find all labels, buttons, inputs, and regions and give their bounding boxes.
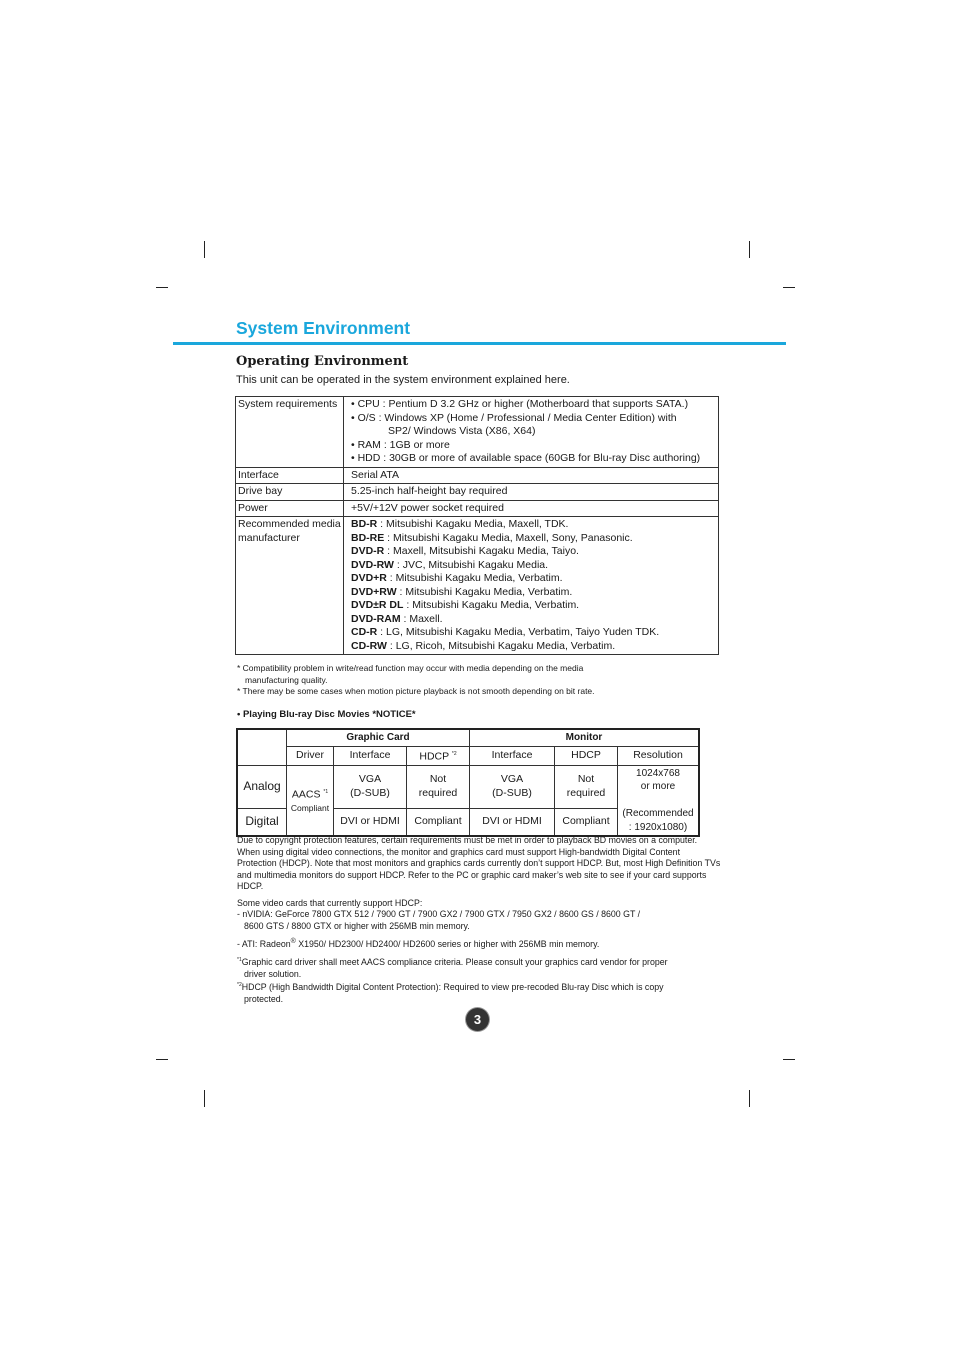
crop-mark (783, 1059, 795, 1060)
requirements-table (235, 396, 719, 655)
column-header: HDCP (555, 746, 618, 765)
row-label: Digital (237, 809, 287, 837)
table-cell: Compliant (555, 809, 618, 837)
media-line: CD-RW : LG, Ricoh, Mitsubishi Kagaku Media, Verbatim. (351, 639, 616, 652)
media-line: DVD-RW : JVC, Mitsubishi Kagaku Media. (351, 558, 549, 571)
table-row (237, 746, 699, 765)
table-row (236, 467, 719, 484)
empty-cell (237, 729, 287, 765)
column-header: HDCP $^{*2}$ (407, 746, 470, 765)
table-row (236, 517, 719, 655)
note-text: * There may be some cases when motion picture playback is not smooth depending on bit rate. (237, 686, 595, 696)
row-value (344, 517, 719, 655)
bd-heading: • Playing Blu-ray Disc Movies *NOTICE* (237, 709, 416, 720)
crop-mark (783, 287, 795, 288)
row-label: Analog (237, 765, 287, 809)
footnote: $^{*1}$Graphic card driver shall meet AACS compliance criteria. Please consult your graphics card vendor for proper (237, 957, 668, 968)
table-cell: VGA (D-SUB) (470, 765, 555, 809)
intro-text: This unit can be operated in the system environment explained here. (236, 374, 570, 386)
media-line: DVD-R : Maxell, Mitsubishi Kagaku Media, Taiyo. (351, 545, 579, 557)
table-cell: Not required (555, 765, 618, 809)
table-cell: Not required (407, 765, 470, 809)
crop-mark (156, 1059, 168, 1060)
media-line: BD-RE : Mitsubishi Kagaku Media, Maxell, Sony, Panasonic. (351, 531, 633, 544)
row-label: Recommended media manufacturer (236, 517, 344, 655)
column-header: Interface (334, 746, 407, 765)
media-line: DVD±R DL : Mitsubishi Kagaku Media, Verbatim. (351, 599, 580, 611)
column-header: Driver (287, 746, 334, 765)
table-cell: AACS $^{*1}$ Compliant (287, 765, 334, 836)
note-text: manufacturing quality. (245, 674, 328, 685)
bluray-table (236, 728, 700, 837)
column-group-header: Monitor (470, 729, 700, 746)
column-header: Interface (470, 746, 555, 765)
table-row (236, 500, 719, 517)
footnote: $^{*2}$HDCP (High Bandwidth Digital Content Protection): Required to view pre-recoded Blu-ray Disc which is copy (237, 982, 664, 993)
title-rule (173, 342, 786, 345)
table-cell: Compliant (407, 809, 470, 837)
media-line: DVD-RAM : Maxell. (351, 612, 443, 625)
list-item: 8600 GTS / 8800 GTX or higher with 256MB min memory. (244, 920, 470, 931)
crop-mark (204, 1090, 205, 1107)
row-value: +5V/+12V power socket required (344, 500, 719, 517)
requirement-line: • O/S : Windows XP (Home / Professional / Media Center Edition) with (351, 411, 677, 424)
row-value: 5.25-inch half-height bay required (344, 484, 719, 501)
column-group-header: Graphic Card (287, 729, 470, 746)
footnote: driver solution. (244, 968, 302, 979)
column-header: Resolution (618, 746, 700, 765)
footnotes (237, 663, 717, 698)
table-row (236, 484, 719, 501)
row-label: System requirements (236, 397, 344, 468)
crop-mark (204, 241, 205, 258)
list-item: - nVIDIA: GeForce 7800 GTX 512 / 7900 GT / 7900 GX2 / 7900 GTX / 7950 GX2 / 8600 GS / 8600 GT / (237, 909, 641, 919)
requirement-line: • CPU : Pentium D 3.2 GHz or higher (Motherboard that supports SATA.) (351, 398, 689, 410)
crop-mark (749, 241, 750, 258)
table-row (236, 397, 719, 468)
table-row (237, 765, 699, 809)
row-value: Serial ATA (344, 467, 719, 484)
footnote: protected. (244, 993, 284, 1004)
table-cell: 1024x768 or more (Recommended : 1920x1080) (618, 765, 700, 836)
table-cell: DVI or HDMI (470, 809, 555, 837)
page-number: 3 (466, 1008, 489, 1031)
row-label: Interface (236, 467, 344, 484)
media-line: DVD+RW : Mitsubishi Kagaku Media, Verbatim. (351, 585, 573, 598)
requirement-line: • HDD : 30GB or more of available space (60GB for Blu-ray Disc authoring) (351, 452, 701, 464)
table-cell: DVI or HDMI (334, 809, 407, 837)
table-row (237, 729, 699, 746)
media-line: DVD+R : Mitsubishi Kagaku Media, Verbatim. (351, 572, 563, 584)
row-label: Power (236, 500, 344, 517)
note-text: * Compatibility problem in write/read function may occur with media depending on the media (237, 663, 584, 673)
media-line: CD-R : LG, Mitsubishi Kagaku Media, Verbatim, Taiyo Yuden TDK. (351, 626, 660, 638)
paragraph: Some video cards that currently support HDCP: (237, 897, 423, 908)
media-line: BD-R : Mitsubishi Kagaku Media, Maxell, TDK. (351, 518, 569, 530)
crop-mark (156, 287, 168, 288)
list-item: - ATI: Radeon® X1950/ HD2300/ HD2400/ HD2600 series or higher with 256MB min memory. (237, 938, 600, 949)
row-value (344, 397, 719, 468)
paragraph: Due to copyright protection features, certain requirements must be met in order to playback BD movies on a computer. When using digital video connections, the monitor and graphics card must support High-bandwidth Digital Content Protection (HDCP). Note that most monitors and graphics cards currently don’t support HDCP. But, most High Definition TVs and multimedia monitors do support HDCP. Refer to the PC or graphic card maker’s web site to see if your card supports HDCP. (237, 835, 721, 891)
requirement-line: SP2/ Windows Vista (X86, X64) (388, 425, 536, 437)
crop-mark (749, 1090, 750, 1107)
table-cell: VGA (D-SUB) (334, 765, 407, 809)
section-heading: Operating Environment (236, 354, 409, 369)
notice-text (237, 835, 722, 1005)
page-title: System Environment (236, 318, 411, 338)
requirement-line: • RAM : 1GB or more (351, 438, 450, 451)
row-label: Drive bay (236, 484, 344, 501)
